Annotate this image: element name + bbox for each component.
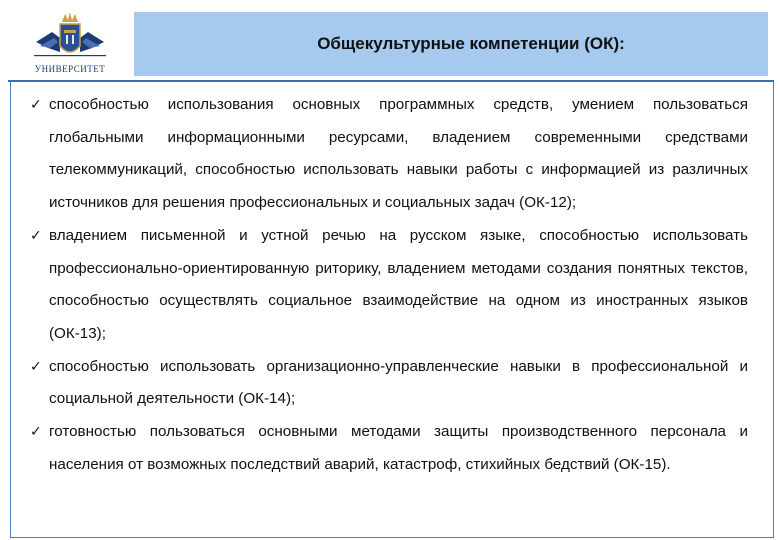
university-logo — [30, 8, 110, 76]
list-item-text: способностью использовать организационно-управленческие навыки в профессиональной и социальной деятельности (ОК-14); — [49, 357, 748, 408]
check-mark-icon: ✓ — [30, 227, 42, 244]
list-item — [30, 89, 748, 220]
competence-list — [30, 89, 748, 481]
university-emblem-icon — [30, 8, 110, 64]
page-title: Общекультурные компетенции (ОК): — [317, 34, 625, 53]
check-mark-icon: ✓ — [30, 424, 42, 441]
check-mark-icon: ✓ — [30, 97, 42, 113]
list-item — [30, 220, 748, 351]
logo-text: УНИВЕРСИТЕТ — [34, 64, 106, 74]
title-bar — [134, 12, 768, 76]
list-item — [30, 351, 748, 416]
list-item-text: способностью использования основных программных средств, умением пользоваться глобальными информационными ресурсами, владением современными средствами телекоммуникаций, способностью использовать навыки работы с информацией из различных источников для решения профессиональных и социальных задач (ОК-12); — [49, 96, 748, 212]
check-mark-icon: ✓ — [30, 358, 42, 375]
list-item-text: владением письменной и устной речью на русском языке, способностью использовать профессионально-ориентированную риторику, владением методами создания понятных текстов, способностью осуществлять социальное взаимодействие на одном из иностранных языков (ОК-13); — [49, 226, 748, 342]
list-item — [30, 416, 748, 481]
list-item-text: готовностью пользоваться основными методами защиты производственного персонала и населения от возможных последствий аварий, катастроф, стихийных бедствий (ОК-15). — [49, 423, 748, 473]
